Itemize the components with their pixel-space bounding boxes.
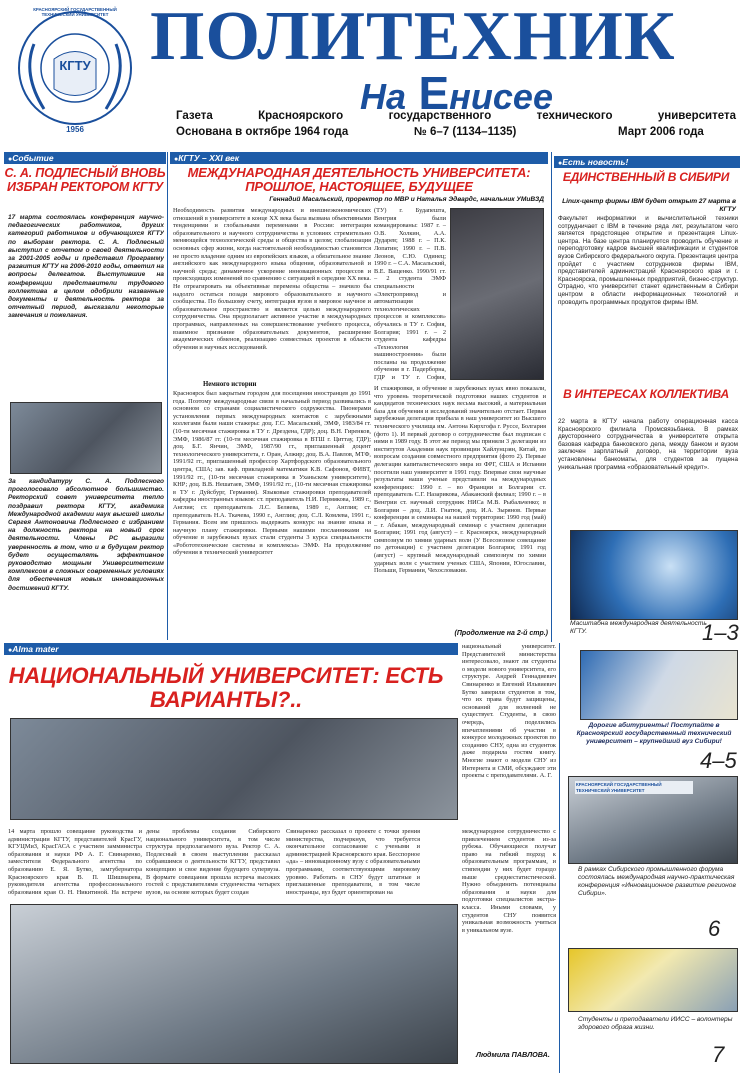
alma-col-d: международное сотрудничество с привлечением студентов из-за рубежа. Обучающиеся получат право на гибкий подход к образовательным программам, и стипендии у них будет гораздо выше среднестатистической. Нужно объединить потенциалы образования и науки для подготовки специалистов экстра-класса. Иными словами, у студентов СНУ появится уникальная возможность учиться в уникальном вузе. — [462, 828, 556, 934]
col3-photo-volunteers — [568, 948, 738, 1012]
col3-caption3: В рамках Сибирского промышленного форума состоялась международная научно-практическая конференция «Инновационное развитие регионов Сибири». — [578, 866, 736, 897]
col3-subhead1: Linux-центр фирмы IBM будет открыт 27 марта в КГТУ — [562, 198, 736, 213]
col2-body-left2: Красноярск был закрытым городом для посещения иностранцев до 1991 года. Поэтому международные связи в начальный период развивались в основном со странами социалистического содружества. Пионерами установления первых международных контактов с зарубежными коллегами были наши стажеры: доц. Г.С. Масальский, ЭМФ, 1983/84 гг. (10-ти месячная стажировка в ТУ г. Дрездена, ГДР); доц. В.Н. Гиренков, ЭМФ, 1986/87 гг. (10-ти месячная стажировка в ВТШ г. Циттау, ГДР); доц. Б.Г. Янчин, ЭМФ, 1987/90 гг., приглашенный доцент технологического университета, г. Оран, Алжир; доц. В.А. Павлов, МТФ, 1991/92 гг., приглашенный профессор Хартфордского образовательного центра, США; зав. каф. прикладной математики К.В. Сафонов, ФИВТ, 1991/92 гг., (10-ти месячная стажировка в Уханьском университете), КНР; доц. В.В. Нешатаев, ЭМФ, 1991/92 гг., (10-ти месячная стажировка в ТУ г. Дуйсбург, Германия). Языковые стажировки преподавателей кафедры иностранных языков: ст. преподаватель Н.И. Пермякова, 1989 г., Англия; ст. преподаватель Л.С. Беляева, 1989 г., Англия; ст. преподаватель Н.А. Ткачева, 1990 г., Англия; доц. С.Л. Комлева, 1991 г., Германия. Всем им пришлось выдержать конкурс на знание языка и научную плану стажировки. Первыми нашими посланниками на обучение в зарубежных вузах стали студенты 3 курса специальности «Робототехнические системы и комплексы» ЭМФ. На продолжение обучения в технический университет — [173, 390, 371, 557]
university-seal — [14, 4, 136, 136]
col3-headline1: ЕДИНСТВЕННЫЙ В СИБИРИ — [562, 170, 730, 184]
section-news: ● Есть новость! — [554, 156, 740, 168]
alma-headline: НАЦИОНАЛЬНЫЙ УНИВЕРСИТЕТ: ЕСТЬ ВАРИАНТЫ?.. — [8, 663, 444, 712]
col3-body1: Факультет информатики и вычислительной техники сотрудничает с IBM в течение ряда лет, результатом чего является предстоящее открытие и презентация Linux-центра. На базе центра планируется проводить обучение и переподготовку кадров высшей квалификации и студентов вузов Сибирского федерального округа. Презентация центра пройдет с участием сотрудников фирмы IBM, представителей администраций Красноярского края и г. Красноярска, промышленных предприятий, бизнес-структур. Отрадно, что университет станет единственным в Сибири центром в области информационных технологий и проводить программных продуктов фирмы IBM. — [558, 215, 738, 306]
section-alma-mater: ● Alma mater — [4, 643, 458, 655]
col1-headline: С. А. ПОДЛЕСНЫЙ ВНОВЬ ИЗБРАН РЕКТОРОМ КГТУ — [4, 166, 166, 194]
subtitle-rest: нисее — [449, 76, 553, 117]
subtitle-na: На — [360, 76, 407, 117]
col3-caption4: Студенты и преподаватели ИИСС – волонтеры здорового образа жизни. — [578, 1016, 733, 1031]
col1-body: За кандидатуру С. А. Подлесного проголосовало абсолютное большинство. Ректорский совет университета тепло поздравил ректора КГТУ, академика Международной академии наук высшей школы Сергея Антоновича Подлесного с избранием на должность ректора на новый срок деятельности. Члены РС выразили уверенность в том, что и в будущем ректор будет осуществлять эффективное руководство мощным Университетским комплексом в сложных современных условиях для обеспечения новых инновационных достижений КГТУ. — [8, 478, 164, 592]
issue-date: Март 2006 года — [618, 126, 704, 138]
col2-subhead: Немного истории — [203, 381, 257, 388]
section-event: ● Событие — [4, 152, 166, 164]
masthead — [0, 0, 742, 148]
col3-photo-world — [570, 530, 738, 620]
col3-caption1: Масштабна международная деятельность КГТУ. — [570, 620, 707, 635]
seal-ring-text: КРАСНОЯРСКИЙ ГОСУДАРСТВЕННЫЙ ТЕХНИЧЕСКИЙ УНИВЕРСИТЕТ — [33, 7, 117, 17]
divider-col1 — [167, 152, 168, 640]
alma-side-text: национальный университет. Представителей министерства интересовало, знают ли студенты о модели нового университета, его структуре. Андрей Геннадиевич Свинаренко и Евгений Ильвиевич Бутко заверили студентов в том, что их права будут защищены, оснований для волнений не существует. Студенты, в свою очередь, поделились впечатлениями об участии в конкурсе молодежных проектов по созданию СНУ, одна из студенток даже подарила гостям книгу. Многие знают о модели СНУ из Интернета и СМИ, обсуждают эти проекты с преподавателями. А. Г. — [462, 643, 556, 780]
page-ref-4-5: 4–5 — [700, 748, 737, 773]
col2-continued: (Продолжение на 2-й стр.) — [454, 630, 548, 637]
alma-col-c: Свинаренко рассказал о проекте с точки зрения министерства, подчеркнув, что требуется окончательное согласование с учеными и администрацией Красноярского края. Бесспорное «да» – инновационному вузу с образовательными программами, соответствующими мировому уровню. Работать в СНУ будут штатные и приглашенные преподаватели, в том числе иностранцы, вуз будет ориентирован на — [286, 828, 420, 896]
col3-photo-forum — [568, 776, 738, 864]
col3-body2: 22 марта в КГТУ начала работу операционная касса Красноярского филиала Промсвязьбанка. В рамках двустороннего сотрудничества в университете открыта базовая кафедра банковского дела, между банком и вузом заключен зарплатный договор, на территории вуза установлены банкоматы, для студентов за пущена уникальная программа «образовательный кредит». — [558, 418, 738, 471]
col2-headline: МЕЖДУНАРОДНАЯ ДЕЯТЕЛЬНОСТЬ УНИВЕРСИТЕТА: ПРОШЛОЕ, НАСТОЯЩЕЕ, БУДУЩЕЕ — [187, 165, 531, 194]
founded-line: Основана в октябре 1964 года — [176, 126, 349, 138]
col1-photo-conference — [10, 402, 162, 474]
subtitle-e: Е — [418, 67, 450, 119]
page-ref-6: 6 — [708, 916, 721, 941]
divider-bottom-right — [559, 643, 560, 1073]
col3-caption2: Дорогие абитуриенты! Поступайте в Красноярский государственный технический университет – крупнейший вуз Сибири! — [576, 722, 732, 745]
col2-body-left: Необходимость развития международных и внешнеэкономических отношений в университете в конце XX века была вызвана объективными тенденциями и глобальными переменами в России: интеграция образовательного и научного сотрудничества в условиях стремительно меняющейся технологической среды и общества в целом; глобализация основных сфер жизни, когда настоятельной необходимостью становится не просто владение одним из европейских языков, а обязательное знание английского как международного языка общения, образовательной и научной среды; динамичное ускорение инновационных процессов и происходящих изменений по сравнению с ситуацией в середине XX века. Не отреагировать на объективные перемены общества – значило бы надолго остаться позади мирового образовательного и научного сообщества. По большому счету, интеграция вузов в мировое научное и образовательное пространство и является целью международного сотрудничества. Она предполагает активное участие в международных программах, направленных на совершенствование учебного процесса, взаимное признание образовательных документов, расширение академических обменов, реализацию совместных проектов в области обучения и научных исследований. — [173, 207, 371, 351]
col2-byline: Геннадий Масальский, проректор по МВР и Наталья Эдвардс, начальник УМиВЗД — [269, 196, 544, 203]
seal-year: 1956 — [66, 125, 84, 134]
col2-body-right: И стажировки, и обучение в зарубежных вузах явно показали, что уровень теоретической подготовки наших студентов и кандидатов технических наук весьма высокий, а материальная база для обучения и исследований значительно отстает. Первая зарубежная делегация прибыла в наш университет из Высшего технического училища им. Антона Кирхгофа г. Руссе, Болгария (фото 1). И первый договор о сотрудничестве был подписан с ними в 1989 году. В этот же период мы приняли 3 делегации из институтов Академии наук провинции Хайлунцзян, Китай, по вопросам создания совместного предприятия (фото 2). Первые делегации капиталистического мира из ФРГ, США и Испании посетили наш университет в 1991 году. Впервые свои научные результаты наши ученые представили на международных конференциях: 1990 г. – во Франции и Болгарии ст. преподаватель С.Г. Назарикова, Абаканский филиал; 1990 г. – в Венгрии ст. научный сотрудник НИСа М.В. Рыбальченко; в Болгарии – доц. Л.И. Гнатюк, доц. И.А. Зырянов. Первые конференции и семинары на нашей территории: 1990 год (май) – г. Абакан, международный семинар с участием делегации Болгарии; 1991 год (август) – г. Красноярск, международный симпозиум по химии ударных волн (У Всесоюзное совещание по детонации) с участием делегации Болгарии; 1991 год (август) – крупный международный симпозиум по химии ударных волн с участием ученых США, Японии, Югославии, Польши, Германии, Чехословакии. — [374, 385, 546, 575]
alma-col-a: 14 марта прошло совещание руководства и администрации КГТУ, представителей КрасГУ, КГУЦМиЗ, КрасГАСА с участием замминистра образования и науки РФ А. Г. Свинаренко, заместителя Федерального агентства по образованию Е. Я. Бутко, замгубернатора Красноярского края В. П. Шишмарева, руководителя агентства профессионального образования края О. Н. Никитиной. На встрече — [8, 828, 142, 896]
issue-number: № 6–7 (1134–1135) — [414, 126, 517, 138]
page-ref-1-3: 1–3 — [702, 620, 739, 645]
col3-photo-campus — [580, 650, 738, 720]
seal-label: КГТУ — [59, 58, 91, 73]
page-ref-7: 7 — [712, 1042, 725, 1067]
newspaper-subtitle — [360, 66, 553, 119]
forum-banner: КРАСНОЯРСКИЙ ГОСУДАРСТВЕННЫЙ ТЕХНИЧЕСКИЙ УНИВЕРСИТЕТ — [575, 781, 693, 794]
org-line: Газета Красноярского государственного технического университета — [176, 110, 736, 122]
col3-headline2: В ИНТЕРЕСАХ КОЛЛЕКТИВА — [563, 387, 729, 401]
alma-col-b: дены проблемы создания Сибирского национального университета, в том числе структура предполагаемого вуза. Ректор С. А. Подлесный в своем выступлении рассказал собравшимся о деятельности КГТУ, представил концепцию и свое видение будущего супервуза. В формате совещания прошла встреча высоких гостей с представителями студенчества четырех вузов, на основе которых будет создан — [146, 828, 280, 896]
col2-body-mid: (ТУ) г. Будапешта, Венгрия были командированы: 1987 г. – О.В. Холкин, А.А. Дударев; 1988 г. – П.К. Лопатин; 1990 г. – П.В. Леонов, С.Ю. Одинец; 1990 г. – С.А. Масальский, В.Е. Ващенко. 1990/91 гг. – 2 студента ЭМФ специальности «Электропривод и автоматизация технологических процессов и комплексов» обучались в ТУ г. София, Болгария; 1991 г. – 2 студента кафедры «Технология машиностроения» были посланы на продолжение обучения в г. Падерборна, ГДР и ТУ г. София, — [374, 207, 446, 382]
col1-lead: 17 марта состоялась конференция научно-педагогических работников, других категорий работников и обучающихся КГТУ по выборам ректора. С. А. Подлесный выступил с отчетом о своей деятельности за 2001-2005 годы и представил Программу развития КГТУ на 2006-2010 годы, ответил на вопросы делегатов. Выступившие на конференции представители трудового коллектива в целом одобрили названные документы и деятельность ректора за отчетный период, высказали некоторые замечания и пожелания. — [8, 214, 164, 320]
divider-col3 — [551, 152, 552, 642]
alma-photo-meeting — [10, 718, 458, 820]
alma-author: Людмила ПАВЛОВА. — [476, 1050, 550, 1059]
section-kgtu-xxi: ● КГТУ – XXI век — [170, 152, 548, 164]
newspaper-title: ПОЛИТЕХНИК — [150, 0, 676, 75]
alma-photo-audience — [10, 904, 458, 1064]
col2-photo-author — [450, 208, 544, 380]
